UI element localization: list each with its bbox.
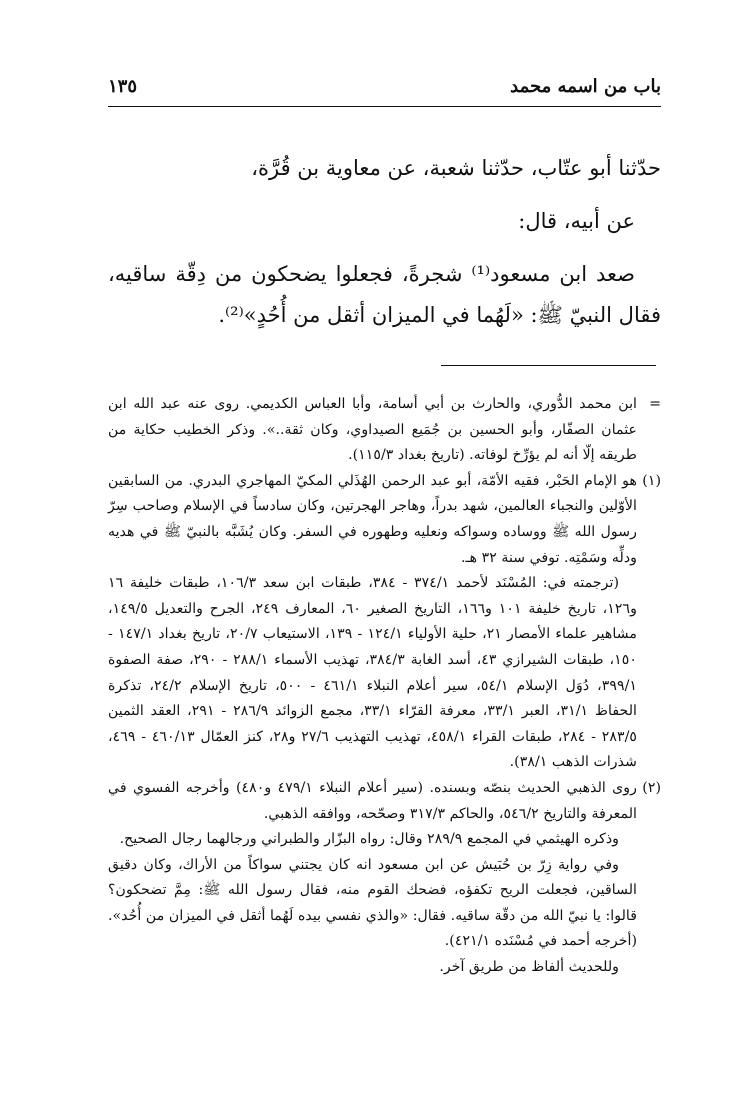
- footnote-1: [108, 469, 661, 571]
- footnote-2-haythami: وذكره الهيثمي في المجمع ٢٨٩/٩ وقال: رواه البزّار والطبراني ورجالهما رجال الصحيح.: [119, 831, 619, 848]
- footnote-1-marker: (١): [642, 472, 661, 489]
- footnote-2: [108, 776, 661, 827]
- footnote-2-text: روى الذهبي الحديث بنصّه وبسنده. (سير أعلام النبلاء ٤٧٩/١ و٤٨٠) وأخرجه الفسوي في المعرفة والتاريخ ٥٤٦/٢، والحاكم ٣١٧/٣ وصحّحه، ووافقه الذهبي.: [108, 779, 637, 822]
- footnote-continuation-text: ابن محمد الدُّوري، والحارث بن أبي أسامة، وأبا العباس الكديمي. روى عنه عبد الله ابن عثمان الصفّار، وأبو الحسين بن جُمَيع الصيداوي، وكان ثقة..». وذكر الخطيب حكاية من طريقه إلّا أنه لم يؤرِّخ لوفاته. (تاريخ بغداد ١١٥/٣).: [108, 396, 637, 464]
- footnote-1-text: هو الإمام الحَبْر، فقيه الأمّة، أبو عبد الرحمن الهُذَلي المكيّ المهاجري البدري. من السابقين الأوّلين والنجباء العالمين، شهد بدراً، وهاجر الهجرتين، وكان سادساً في الإسلام وصاحب سِرّ رسول الله ﷺ ووساده وسواكه ونعليه وطهوره في السفر. وكان يُشَبَّه بالنبيّ ﷺ في هديه ودلِّه وسَمْتِه. توفي سنة ٣٢ هـ.: [108, 472, 637, 566]
- page-number: ١٣٥: [108, 76, 138, 97]
- chapter-title: باب من اسمه محمد: [510, 76, 661, 97]
- isnad-line: حدّثنا أبو عتّاب، حدّثنا شعبة، عن معاوية بن قُرَّة،: [251, 156, 661, 180]
- main-text: [108, 148, 661, 336]
- footnote-2-last: وللحديث ألفاظ من طريق آخر.: [439, 959, 619, 976]
- footnote-2-riwaya: وفي رواية زِرّ بن حُبَيش عن ابن مسعود انه كان يجتني سواكاً من الأراك، وكان دقيق الساقين، فجعلت الريح تكفؤه، فضحك القوم منه، فقال رسول الله ﷺ: مِمَّ تضحكون؟ قالوا: يا نبيّ الله من دقّة ساقيه. فقال: «والذي نفسي بيده لَهُما أثقل في الميزان من أُحُد». (أخرجه أحمد في مُسْنَده ٤٢١/١).: [108, 856, 637, 950]
- footnote-2-marker: (٢): [642, 779, 661, 796]
- hadith-text: صعد ابن مسعود⁽¹⁾ شجرةً، فجعلوا يضحكون من دِقّة ساقيه، فقال النبيّ ﷺ: «لَهُما في الميزان أثقل من أُحُدٍ»⁽²⁾.: [108, 262, 661, 327]
- footnotes: [108, 392, 661, 981]
- footnote-separator: [441, 365, 656, 366]
- running-header: [108, 74, 661, 104]
- footnote-continuation: [108, 392, 661, 469]
- isnad-line-2: عن أبيه، قال:: [518, 209, 635, 233]
- continuation-marker: =: [649, 396, 661, 412]
- header-rule: [108, 106, 661, 107]
- footnote-1-sources: (ترجمته في: المُسْنَد لأحمد ٣٧٤/١ - ٣٨٤، طبقات ابن سعد ١٠٦/٣، طبقات خليفة ١٦ و١٢٦، تاريخ خليفة ١٠١ و١٦٦، التاريخ الصغير ٦٠، المعارف ٢٤٩، الجرح والتعديل ١٤٩/٥، مشاهير علماء الأمصار ٢١، حلية الأولياء ١٢٤/١ - ١٣٩، الاستيعاب ٢٠/٧، تاريخ بغداد ١٤٧/١ - ١٥٠، طبقات الشيرازي ٤٣، أسد الغابة ٣٨٤/٣، تهذيب الأسماء ٢٨٨/١ - ٢٩٠، صفة الصفوة ٣٩٩/١، دُوَل الإسلام ٥٤/١، سير أعلام النبلاء ٤٦١/١ - ٥٠٠، تاريخ الإسلام ٢٤/٢، تذكرة الحفاظ ٣١/١، العبر ٣٣/١، معرفة القرّاء ٣٣/١، مجمع الزوائد ٢٨٦/٩ - ٢٩١، العقد الثمين ٢٨٣/٥ - ٢٨٤، طبقات القراء ٤٥٨/١، تهذيب التهذيب ٢٧/٦ و٢٨، كنز العمّال ٤٦٠/١٣ - ٤٦٩، شذرات الذهب ٣٨/١).: [108, 575, 637, 771]
